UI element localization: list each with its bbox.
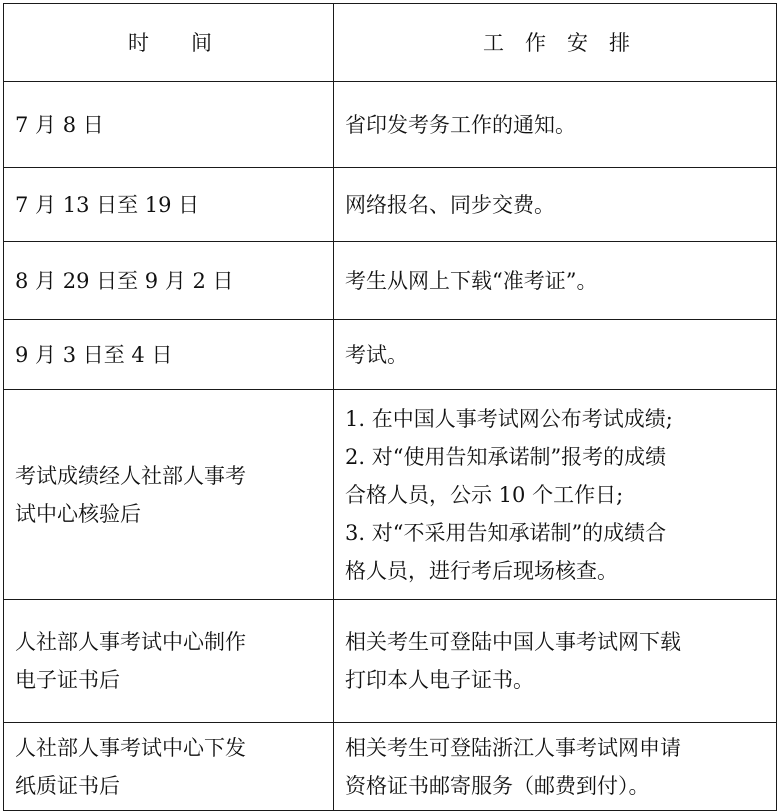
time-cell: 人社部人事考试中心下发 纸质证书后 [4, 723, 334, 811]
table-row [4, 242, 777, 320]
table-row [4, 390, 777, 600]
schedule-table [3, 3, 777, 811]
work-cell: 相关考生可登陆中国人事考试网下载 打印本人电子证书。 [334, 600, 777, 723]
work-cell: 网络报名、同步交费。 [334, 168, 777, 242]
time-cell: 7 月 8 日 [4, 82, 334, 168]
work-cell: 省印发考务工作的通知。 [334, 82, 777, 168]
time-cell: 9 月 3 日至 4 日 [4, 320, 334, 390]
table-row [4, 168, 777, 242]
header-work-arrangement: 工 作 安 排 [334, 4, 777, 82]
table-header-row [4, 4, 777, 82]
time-cell: 人社部人事考试中心制作 电子证书后 [4, 600, 334, 723]
time-cell: 考试成绩经人社部人事考 试中心核验后 [4, 390, 334, 600]
table-row [4, 320, 777, 390]
table-row [4, 82, 777, 168]
time-cell: 8 月 29 日至 9 月 2 日 [4, 242, 334, 320]
time-cell: 7 月 13 日至 19 日 [4, 168, 334, 242]
work-cell: 考试。 [334, 320, 777, 390]
work-cell: 考生从网上下载“准考证”。 [334, 242, 777, 320]
work-cell: 相关考生可登陆浙江人事考试网申请 资格证书邮寄服务（邮费到付）。 [334, 723, 777, 811]
table-row [4, 600, 777, 723]
work-cell: 1. 在中国人事考试网公布考试成绩; 2. 对“使用告知承诺制”报考的成绩 合格人员，公示 10 个工作日; 3. 对“不采用告知承诺制”的成绩合 格人员，进行考后现场核查。 [334, 390, 777, 600]
table-row [4, 723, 777, 811]
header-time: 时 间 [4, 4, 334, 82]
